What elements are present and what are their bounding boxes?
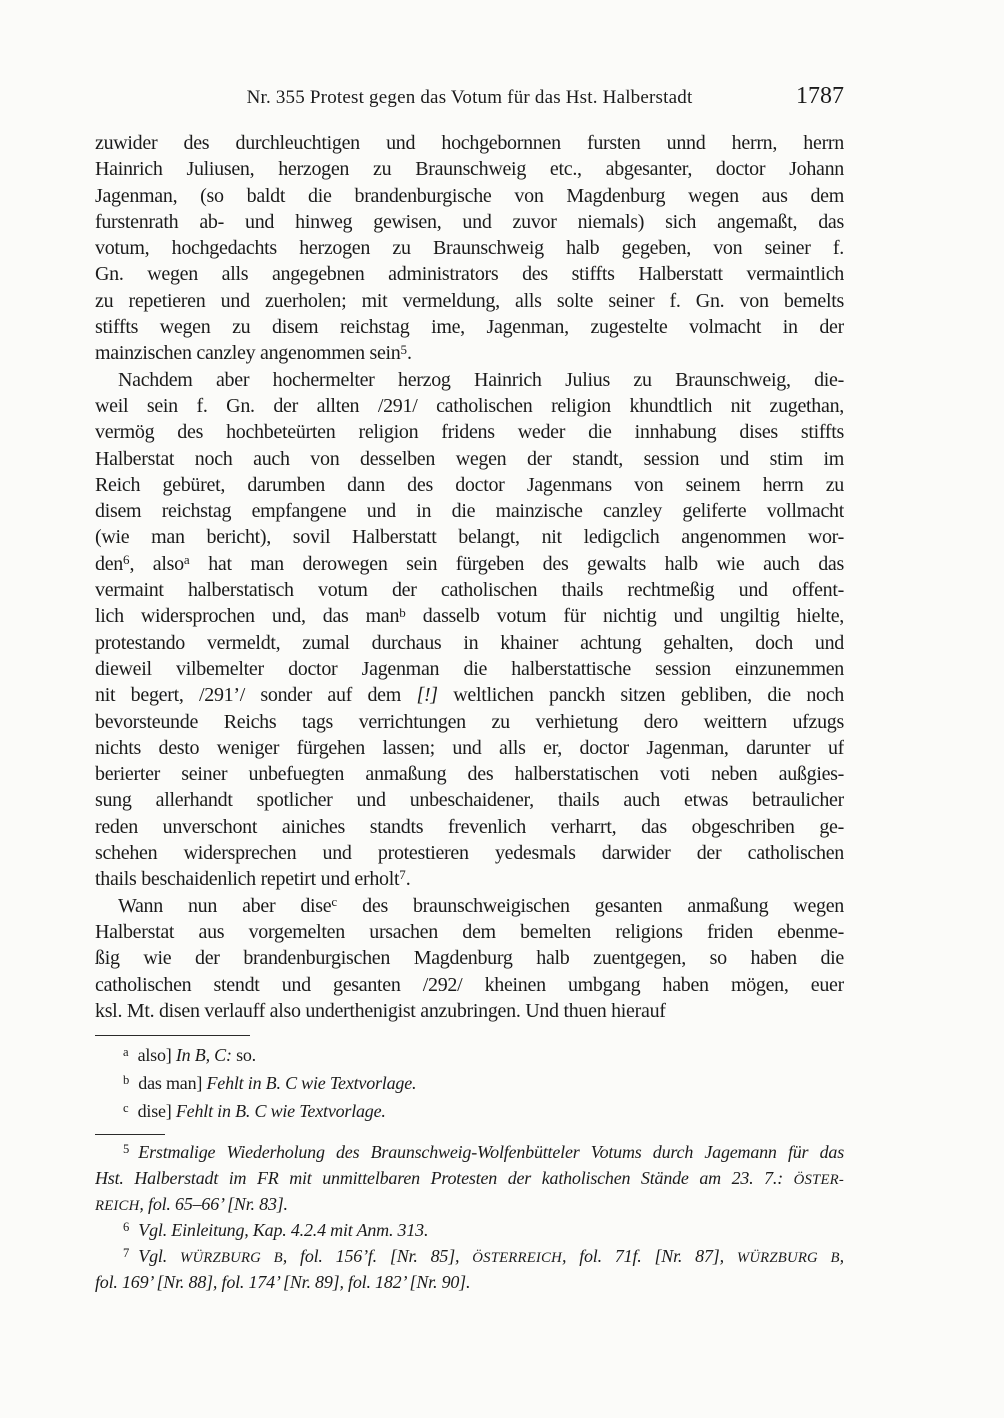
text-run: dasselb votum für nichtig und ungiltig hielte, xyxy=(405,605,844,628)
text-line xyxy=(95,945,844,971)
footnote-ref: 5 xyxy=(400,341,407,357)
text-line xyxy=(95,866,844,892)
text-run: dieweil vilbemelter doctor Jagenman die halberstattische session einzunemmen xyxy=(95,657,844,680)
footnote-ref: 6 xyxy=(122,551,130,567)
text-run: zuwider des durchleuchtigen und hochgebornnen fursten unnd herrn, herrn xyxy=(95,132,844,154)
text-line xyxy=(95,735,844,761)
text-run: sung allerhandt spotlicher und unbeschaidener, thails auch etwas betraulicher xyxy=(95,789,844,812)
text-run: , fol. 71f. [Nr. 87], xyxy=(561,1246,737,1267)
text-run: weltlichen panckh sitzen gebliben, die noch xyxy=(437,684,844,707)
text-line xyxy=(95,972,844,998)
text-line xyxy=(95,472,844,498)
text-run: Nachdem aber hochermelter herzog Hainrich Julius zu Braunschweig, die- xyxy=(118,368,844,391)
text-run: WÜRZBURG B xyxy=(736,1250,840,1267)
text-run: Erstmalige Wiederholung des Braunschweig-Wolfenbütteler Votums durch Jagemann für das xyxy=(138,1142,844,1163)
text-run: bevorsteunde Reichs tags verrichtungen zu verhietung dero weittern ufzugs xyxy=(95,710,844,733)
text-line xyxy=(95,288,844,314)
text-line xyxy=(95,130,844,156)
footnote-ref: c xyxy=(331,893,338,909)
running-head-title: Nr. 355 Protest gegen das Votum für das Hst. Halberstadt xyxy=(246,87,693,108)
text-run: ÖSTER- xyxy=(793,1172,844,1189)
text-line xyxy=(95,840,844,866)
letter-footnote-rule xyxy=(95,1035,250,1036)
text-run: zu repetieren und zuerholen; mit vermeldung, alls solte seiner f. Gn. von bemelts xyxy=(95,289,844,312)
text-line xyxy=(95,156,844,182)
text-run: votum, hochgedachts herzogen zu Braunschweig halb gegeben, von seiner f. xyxy=(95,237,844,260)
footnote-ref: b xyxy=(399,604,406,620)
numbered-footnotes xyxy=(95,1139,844,1295)
text-run: , fol. 156’f. [Nr. 85], xyxy=(282,1246,473,1267)
text-run: , fol. 65–66’ [Nr. 83]. xyxy=(139,1194,288,1215)
text-run: Halberstat noch auch von desselben wegen der standt, session und stim im xyxy=(95,447,844,470)
text-line xyxy=(95,393,844,419)
text-line xyxy=(95,656,844,682)
text-run: ÖSTERREICH xyxy=(472,1250,562,1267)
text-run: furstenrath ab- und hinweg gewisen, und zuvor niemals) sich angemaßt, das xyxy=(95,210,844,233)
text-run: . xyxy=(407,342,412,365)
text-run: protestando vermeldt, zumal durchaus in khainer achtung gehalten, doch und xyxy=(95,631,844,654)
text-run: In B, C: xyxy=(175,1045,232,1066)
text-line xyxy=(95,551,844,577)
text-line xyxy=(95,209,844,235)
footnote-ref: 6 xyxy=(123,1219,130,1234)
text-line xyxy=(95,446,844,472)
text-run: weil sein f. Gn. der allten /291/ catholischen religion khundtlich nit zugethan, xyxy=(95,394,844,417)
text-line xyxy=(95,577,844,603)
text-line xyxy=(95,367,844,393)
text-line xyxy=(95,603,844,629)
page-number: 1787 xyxy=(796,83,844,109)
text-line xyxy=(95,235,844,261)
text-run: Halberstat aus vorgemelten ursachen dem bemelten religions friden ebenme- xyxy=(95,920,844,943)
letter-footnote xyxy=(95,1069,844,1097)
text-line xyxy=(95,761,844,787)
footnote-line xyxy=(95,1217,844,1243)
text-run: mainzischen canzley angenommen sein xyxy=(95,342,401,365)
footnote-line xyxy=(95,1191,844,1217)
text-line xyxy=(95,709,844,735)
text-run: thails beschaidenlich repetirt und erholt xyxy=(95,868,400,891)
text-line xyxy=(95,787,844,813)
footnote-line xyxy=(95,1269,844,1295)
text-line xyxy=(95,183,844,209)
text-run: WÜRZBURG B xyxy=(179,1250,283,1267)
text-run: catholischen stendt und gesanten /292/ kheinen umbgang haben mögen, euer xyxy=(95,973,844,996)
text-run: Vgl. xyxy=(138,1246,180,1267)
text-run: Fehlt in B. C wie Textvorlage. xyxy=(206,1073,417,1094)
text-run: lich widersprochen und, das man xyxy=(95,605,400,628)
text-line xyxy=(95,524,844,550)
text-run: ßig wie der brandenburgischen Magdenburg halb zuentgegen, so haben die xyxy=(95,947,844,970)
text-run: . xyxy=(405,868,411,891)
text-line xyxy=(95,630,844,656)
text-run: fol. 169’ [Nr. 88], fol. 174’ [Nr. 89], fol. 182’ [Nr. 90]. xyxy=(95,1272,471,1293)
text-line xyxy=(95,314,844,340)
text-line xyxy=(95,498,844,524)
text-run: Vgl. Einleitung, Kap. 4.2.4 mit Anm. 313. xyxy=(138,1220,429,1241)
text-line xyxy=(95,919,844,945)
text-run: ksl. Mt. disen verlauff also underthenigist anzubringen. Und thuen hierauf xyxy=(95,999,666,1022)
footnote-line xyxy=(95,1243,844,1269)
text-run: berierter seiner unbefuegten anmaßung des halberstatischen voti neben außgies- xyxy=(95,763,844,786)
text-line xyxy=(95,682,844,708)
text-run: des braunschweigischen gesanten anmaßung wegen xyxy=(337,894,844,917)
footnote-ref: a xyxy=(123,1044,129,1059)
footnote-ref: 5 xyxy=(123,1141,130,1156)
text-line xyxy=(95,419,844,445)
text-run: disem reichstag empfangene und in die mainzische canzley geliferte vollmacht xyxy=(95,500,844,523)
text-run: Reich gebüret, darumben dann des doctor Jagenmans von seinem herrn zu xyxy=(95,473,844,496)
text-run: , xyxy=(839,1246,844,1267)
text-run: Gn. wegen alls angegebnen administrators des stiffts Halberstatt vermaintlich xyxy=(95,263,844,286)
text-run: dise] xyxy=(137,1101,176,1122)
text-run: [!] xyxy=(416,684,438,707)
footnote-ref: b xyxy=(123,1072,130,1087)
running-head xyxy=(95,83,844,110)
text-line xyxy=(95,261,844,287)
text-run: Hainrich Juliusen, herzogen zu Braunschweig etc., abgesanter, doctor Johann xyxy=(95,158,844,181)
text-column xyxy=(95,83,844,1295)
text-run: REICH xyxy=(95,1198,140,1215)
text-run: vermög des hochbeteürten religion fridens weder die innhabung dises stiffts xyxy=(95,421,844,444)
footnote-ref: 7 xyxy=(123,1245,130,1260)
text-run: vermaint halberstatisch votum der catholischen thails rechtmeßig und offent- xyxy=(95,579,844,602)
text-run: schehen widersprechen und protestieren yedesmals darwider der catholischen xyxy=(95,842,844,865)
text-line xyxy=(95,893,844,919)
text-run: Hst. Halberstadt im FR mit unmittelbaren Protesten der katholischen Stände am 23. 7.: xyxy=(95,1168,794,1189)
letter-footnotes xyxy=(95,1041,844,1125)
text-run: das man] xyxy=(138,1073,207,1094)
text-run: Wann nun aber dise xyxy=(118,894,332,917)
text-run: so. xyxy=(231,1045,256,1066)
text-run: nit begert, /291’/ sonder auf dem xyxy=(95,684,417,707)
footnote-line xyxy=(95,1139,844,1165)
text-line xyxy=(95,814,844,840)
letter-footnote xyxy=(95,1097,844,1125)
text-run: nichts desto weniger fürgehen lassen; und alls er, doctor Jagenman, darunter uf xyxy=(95,736,844,759)
text-line xyxy=(95,998,844,1024)
text-run: reden unverschont ainiches standts frevenlich verharrt, das obgeschriben ge- xyxy=(95,815,844,838)
body-text xyxy=(95,130,844,1024)
text-run: stiffts wegen zu disem reichstag ime, Jagenman, zugestelte volmacht in der xyxy=(95,316,844,339)
text-run: den xyxy=(95,552,123,575)
text-line xyxy=(95,340,844,366)
numbered-footnote-rule xyxy=(95,1134,165,1135)
text-run: (wie man bericht), sovil Halberstatt belangt, nit ledigclich angenommen wor- xyxy=(95,526,844,549)
text-run: Jagenman, (so baldt die brandenburgische von Magdenburg wegen aus dem xyxy=(95,184,844,207)
text-run: hat man derowegen sein fürgeben des gewalts halb wie auch das xyxy=(189,552,844,575)
text-run: , also xyxy=(129,552,184,575)
footnote-line xyxy=(95,1165,844,1191)
footnote-ref: 7 xyxy=(399,867,406,883)
text-run: also] xyxy=(137,1045,176,1066)
letter-footnote xyxy=(95,1041,844,1069)
text-run: Fehlt in B. C wie Textvorlage. xyxy=(175,1101,386,1122)
footnote-ref: c xyxy=(123,1100,129,1115)
footnote-ref: a xyxy=(183,551,190,567)
